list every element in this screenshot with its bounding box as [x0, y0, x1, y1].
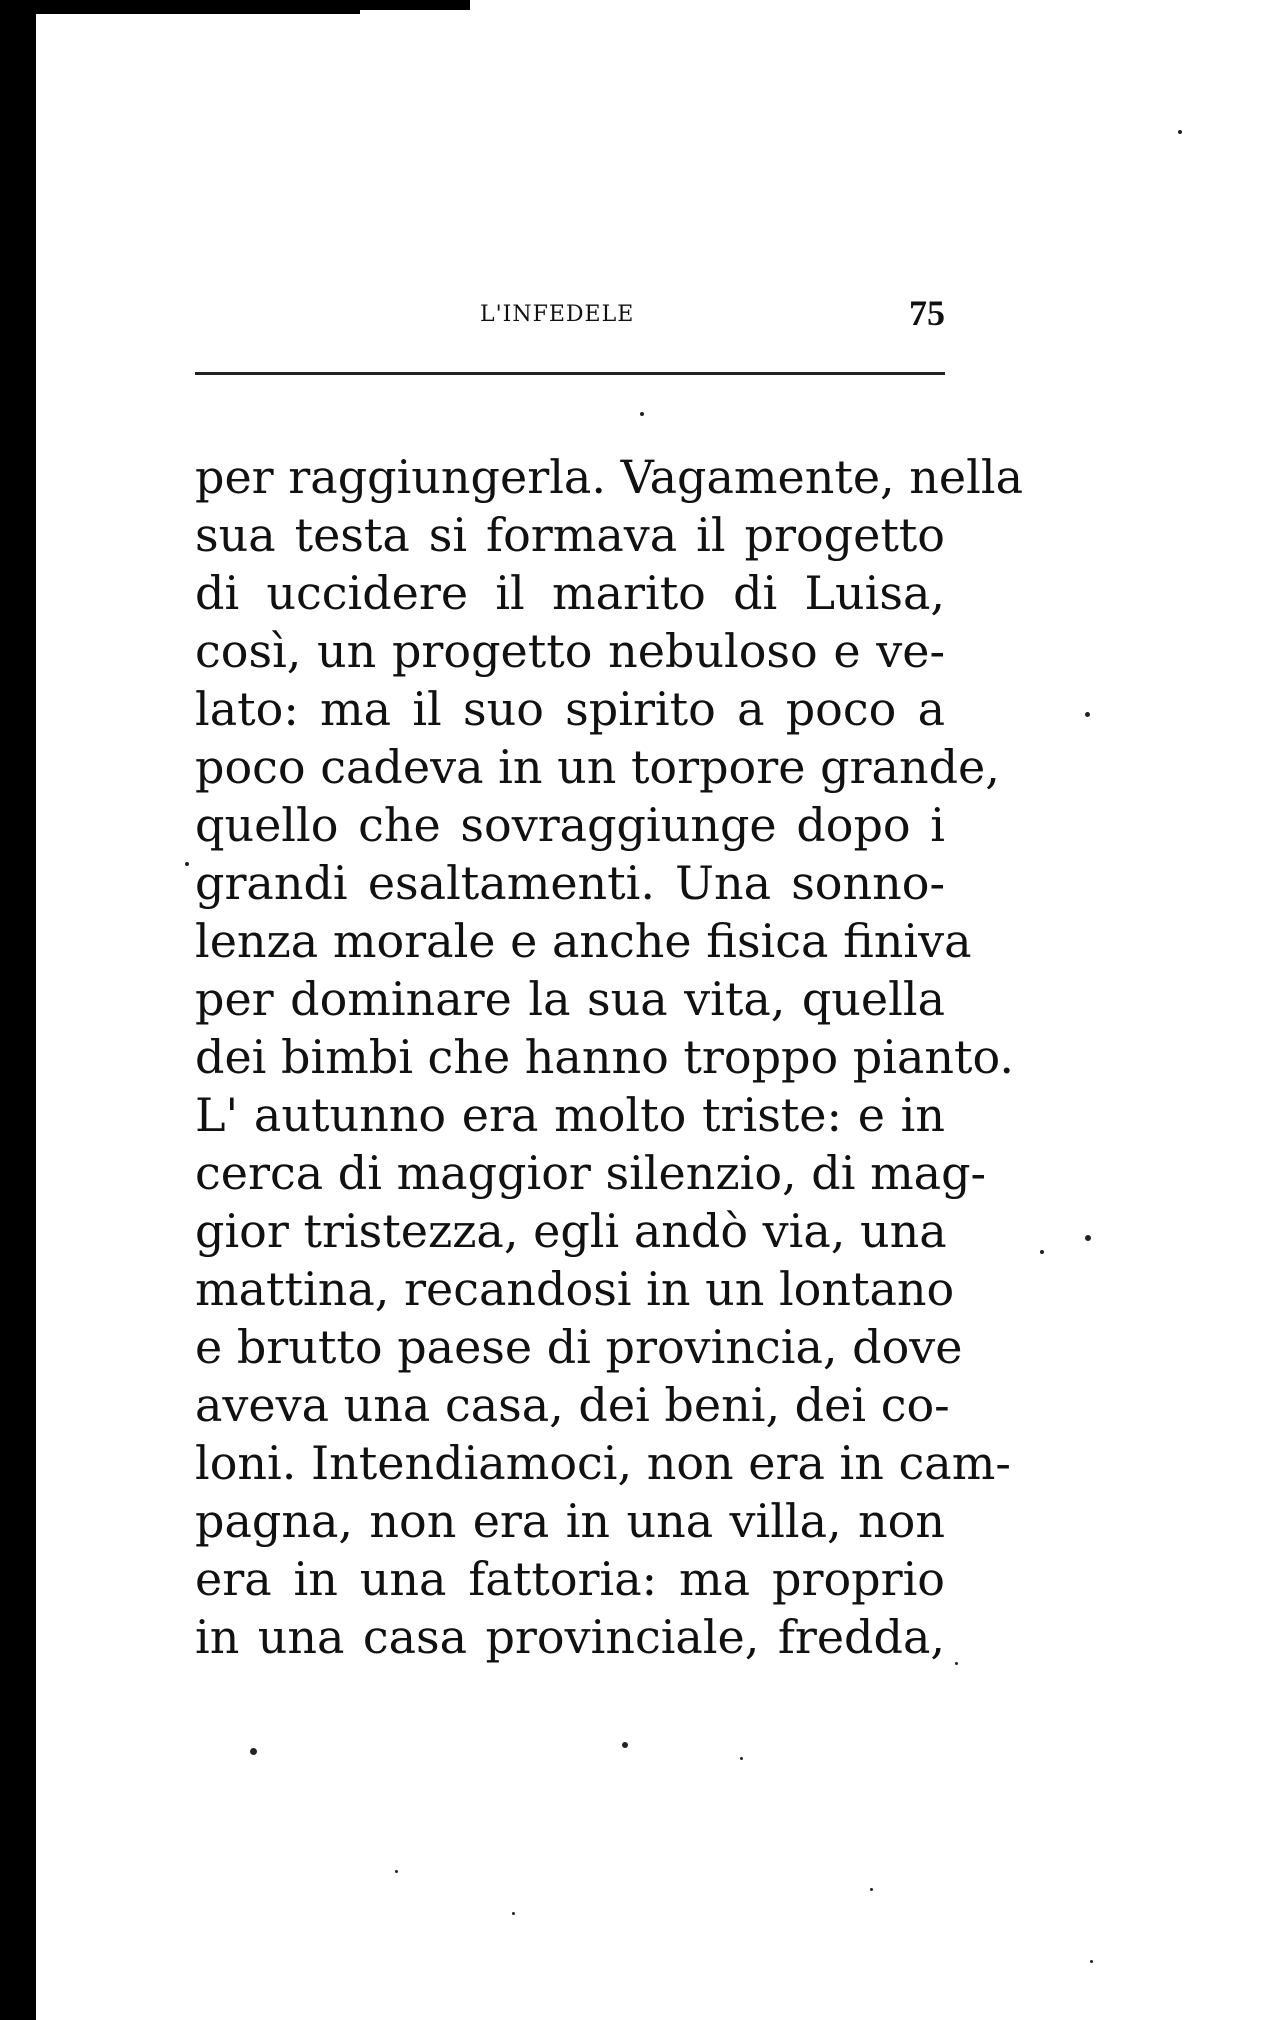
scan-speck	[512, 1912, 515, 1915]
scan-speck	[622, 1742, 628, 1748]
scan-speck	[1040, 1250, 1044, 1254]
text-line: L' autunno era molto triste: e in	[195, 1088, 945, 1142]
text-line: per dominare la sua vita, quella	[195, 972, 945, 1026]
text-line: lenza morale e anche fisica finiva	[195, 914, 972, 968]
scan-speck	[395, 1870, 398, 1873]
text-line: pagna, non era in una villa, non	[195, 1494, 945, 1548]
scan-speck	[1085, 1235, 1091, 1241]
book-spine-shadow	[0, 0, 36, 2020]
scan-speck	[185, 862, 189, 866]
body-text	[195, 448, 1023, 1666]
text-line: cerca di maggior silenzio, di mag-	[195, 1146, 987, 1200]
text-line: sua testa si formava il progetto	[195, 508, 945, 562]
text-line: dei bimbi che hanno troppo pianto.	[195, 1030, 1014, 1084]
text-line: loni. Intendiamoci, non era in cam-	[195, 1436, 1011, 1490]
scan-speck	[1178, 130, 1182, 134]
text-line: gior tristezza, egli andò via, una	[195, 1204, 947, 1258]
running-title: L'INFEDELE	[480, 302, 635, 327]
text-line: e brutto paese di provincia, dove	[195, 1320, 963, 1374]
scan-speck	[250, 1748, 257, 1755]
scan-speck	[955, 1662, 958, 1665]
text-line: aveva una casa, dei beni, dei co-	[195, 1378, 950, 1432]
scan-speck	[870, 1888, 873, 1891]
running-header	[195, 290, 945, 340]
text-line: così, un progetto nebuloso e ve-	[195, 624, 945, 678]
scan-speck	[1085, 712, 1090, 717]
scan-speck	[740, 1757, 743, 1760]
page-top-edge	[0, 0, 470, 10]
scan-speck	[1090, 1960, 1093, 1963]
text-line: grandi esaltamenti. Una sonno-	[195, 856, 945, 910]
text-line: lato: ma il suo spirito a poco a	[195, 682, 945, 736]
page-number: 75	[909, 293, 945, 333]
header-rule	[195, 372, 945, 375]
text-line: mattina, recandosi in un lontano	[195, 1262, 955, 1316]
scan-speck	[640, 412, 644, 416]
text-line: quello che sovraggiunge dopo i	[195, 798, 945, 852]
text-line: poco cadeva in un torpore grande,	[195, 740, 1000, 794]
text-line: era in una fattoria: ma proprio	[195, 1552, 945, 1606]
text-line: per raggiungerla. Vagamente, nella	[195, 450, 1023, 504]
page-top-edge-thin	[0, 10, 360, 14]
text-line: di uccidere il marito di Luisa,	[195, 566, 945, 620]
text-line: in una casa provinciale, fredda,	[195, 1610, 945, 1664]
